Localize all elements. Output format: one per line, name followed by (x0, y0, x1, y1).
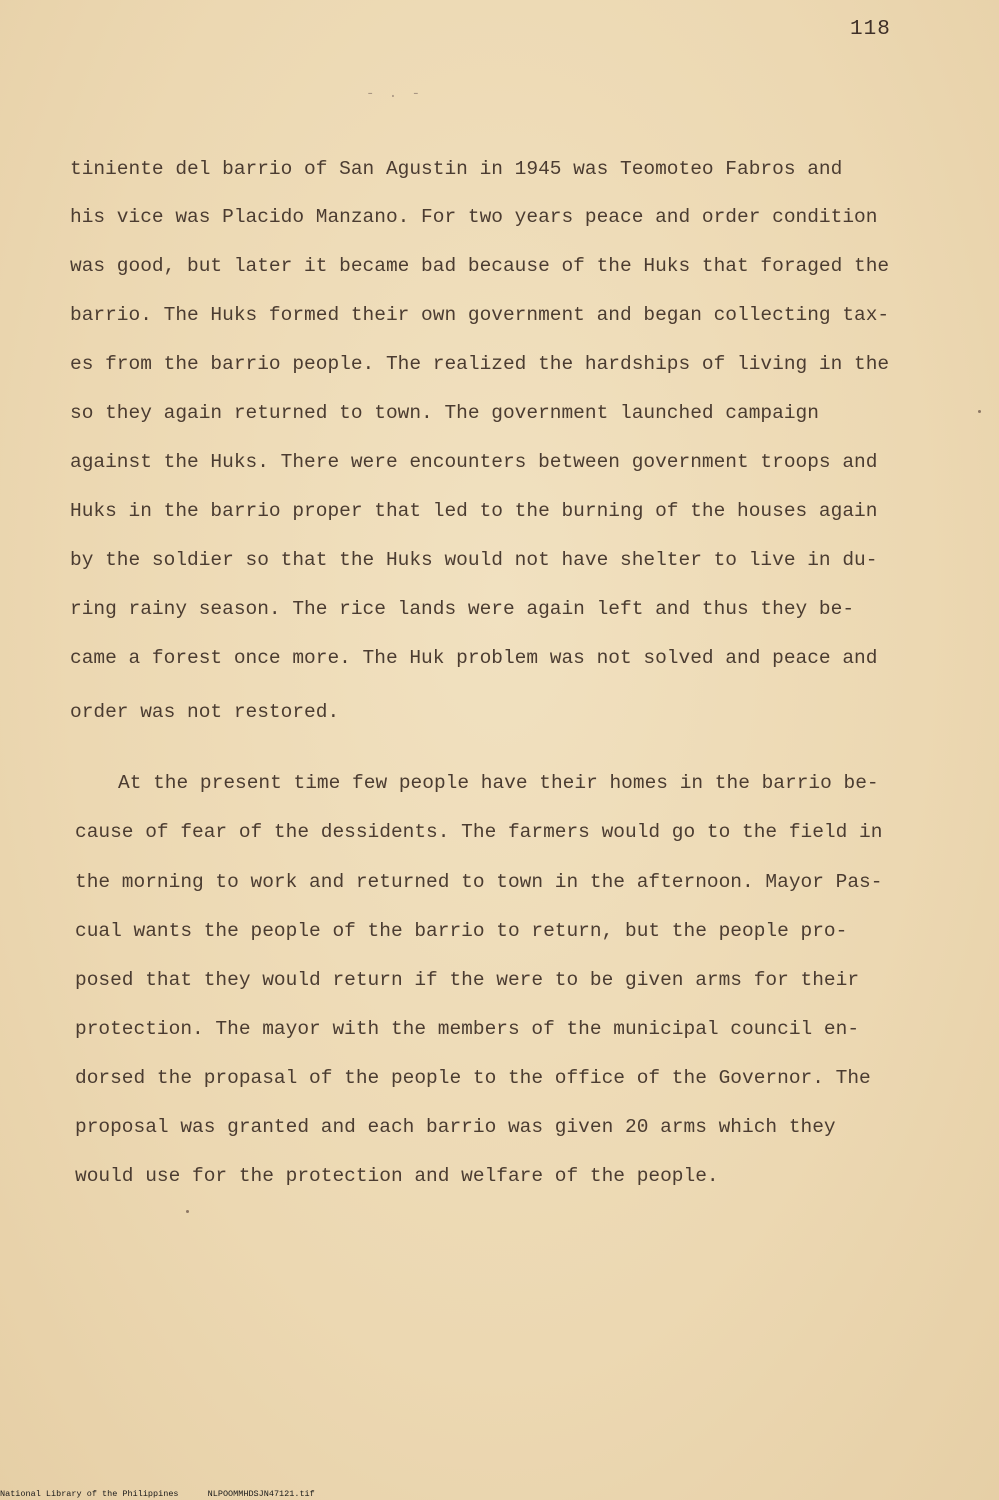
text-line: At the present time few people have their homes in the barrio be- (118, 772, 879, 794)
scan-footer (0, 1489, 315, 1499)
text-line: the morning to work and returned to town in the afternoon. Mayor Pas- (75, 871, 883, 893)
text-line: Huks in the barrio proper that led to the burning of the houses again (70, 500, 878, 522)
text-line: his vice was Placido Manzano. For two years peace and order condition (70, 206, 878, 228)
text-line: by the soldier so that the Huks would not have shelter to live in du- (70, 549, 878, 571)
text-line: dorsed the propasal of the people to the office of the Governor. The (75, 1067, 871, 1089)
text-line: ring rainy season. The rice lands were again left and thus they be- (70, 598, 855, 620)
text-line: tiniente del barrio of San Agustin in 1945 was Teomoteo Fabros and (70, 158, 843, 180)
ink-smudge: - . - (366, 86, 424, 102)
text-line: was good, but later it became bad because of the Huks that foraged the (70, 255, 890, 277)
text-line: proposal was granted and each barrio was given 20 arms which they (75, 1116, 836, 1138)
text-line: cual wants the people of the barrio to return, but the people pro- (75, 920, 848, 942)
ink-speck (186, 1210, 189, 1213)
text-line: cause of fear of the dessidents. The farmers would go to the field in (75, 821, 883, 843)
text-line: so they again returned to town. The government launched campaign (70, 402, 819, 424)
text-line: protection. The mayor with the members of the municipal council en- (75, 1018, 860, 1040)
text-line: order was not restored. (70, 701, 340, 723)
page-number: 118 (850, 18, 891, 41)
library-label: National Library of the Philippines (0, 1489, 179, 1499)
text-line: posed that they would return if the were to be given arms for their (75, 969, 860, 991)
text-line: against the Huks. There were encounters between government troops and (70, 451, 878, 473)
text-line: barrio. The Huks formed their own government and began collecting tax- (70, 304, 890, 326)
text-line: would use for the protection and welfare of the people. (75, 1165, 719, 1187)
text-line: came a forest once more. The Huk problem was not solved and peace and (70, 647, 878, 669)
file-label: NLPOOMMHDSJN47121.tif (207, 1489, 315, 1499)
text-line: es from the barrio people. The realized the hardships of living in the (70, 353, 890, 375)
ink-speck (978, 410, 981, 413)
